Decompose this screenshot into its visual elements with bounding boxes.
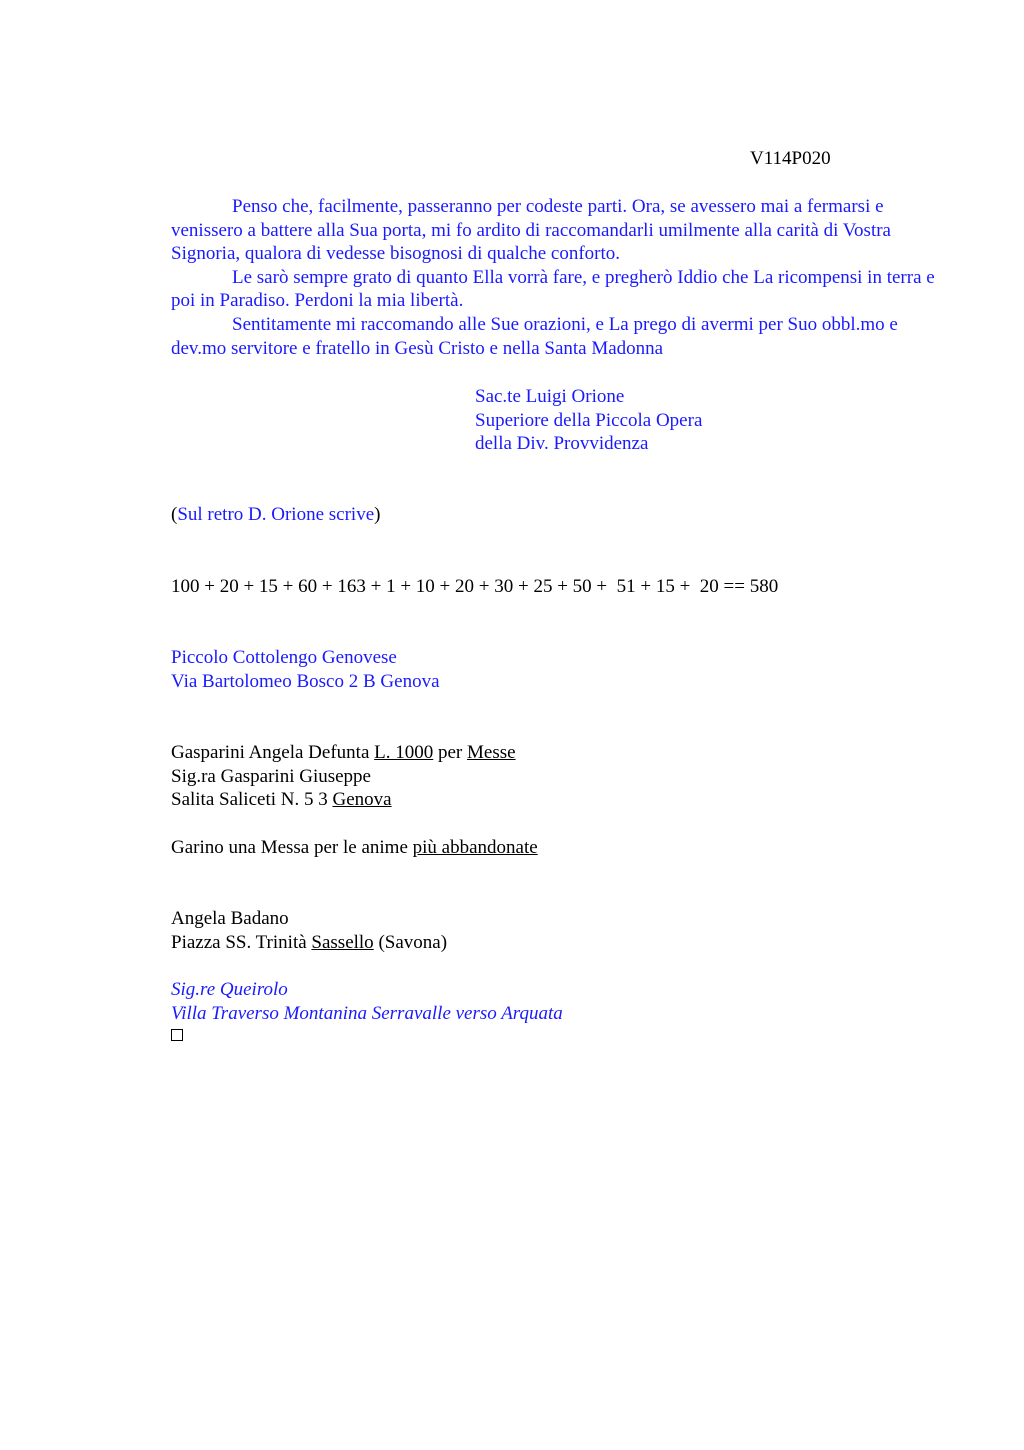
gasparini-amount: L. 1000: [374, 742, 434, 763]
badano-address: [171, 931, 941, 955]
gasparini-line-2: Sig.ra Gasparini Giuseppe: [171, 765, 371, 787]
letter-body: [171, 195, 941, 360]
checkbox-symbol: [171, 1029, 941, 1042]
badano-name: Angela Badano: [171, 908, 289, 929]
garino-text: Garino una Messa per le anime: [171, 837, 413, 858]
badano-entry: [171, 907, 941, 954]
badano-province: (Savona): [373, 931, 448, 953]
badano-town: Sassello: [311, 931, 374, 953]
signature-line: della Div. Provvidenza: [475, 433, 649, 455]
back-note: [171, 503, 941, 527]
back-note-text: Sul retro D. Orione scrive: [177, 504, 375, 525]
address-cottolengo: [171, 646, 941, 693]
gasparini-name: Gasparini Angela Defunta: [171, 742, 375, 763]
back-note-close-paren: ): [374, 504, 381, 525]
garino-underlined: più abbandonate: [412, 837, 538, 858]
garino-entry: [171, 836, 941, 860]
letter-paragraph-1: Penso che, facilmente, passeranno per codeste parti. Ora, se avessero mai a fermarsi e venissero a battere alla Sua porta, mi fo ardito di raccomandarli umilmente alla carità di Vostra Signoria, qualora di vedesse bisognosi di qualche conforto.: [171, 196, 891, 265]
address-line: Piccolo Cottolengo Genovese: [171, 647, 397, 668]
empty-square-icon: [171, 1029, 183, 1041]
signature-line: Superiore della Piccola Opera: [475, 409, 703, 431]
gasparini-entry: [171, 741, 941, 812]
gasparini-per: per: [433, 742, 468, 763]
back-note-open-paren: (: [171, 504, 178, 525]
document-reference-code: V114P020: [750, 148, 831, 169]
queirolo-name: Sig.re Queirolo: [171, 979, 288, 1000]
signature-line: Sac.te Luigi Orione: [475, 386, 625, 407]
gasparini-street: Salita Saliceti N. 5 3: [171, 789, 333, 811]
letter-paragraph-2: Le sarò sempre grato di quanto Ella vorrà fare, e pregherò Iddio che La ricompensi in terra e poi in Paradiso. Perdoni la mia libertà.: [171, 266, 935, 312]
queirolo-entry: [171, 978, 941, 1025]
gasparini-city: Genova: [332, 789, 392, 811]
gasparini-line-1: [171, 741, 941, 765]
sum-line: 100 + 20 + 15 + 60 + 163 + 1 + 10 + 20 + 30 + 25 + 50 + 51 + 15 + 20 == 580: [171, 576, 779, 597]
address-line: Via Bartolomeo Bosco 2 B Genova: [171, 670, 440, 692]
gasparini-line-3: [171, 788, 941, 812]
letter-paragraph-3: Sentitamente mi raccomando alle Sue orazioni, e La prego di avermi per Suo obbl.mo e dev.mo servitore e fratello in Gesù Cristo e nella Santa Madonna: [171, 313, 898, 359]
gasparini-purpose: Messe: [467, 742, 516, 763]
badano-street: Piazza SS. Trinità: [171, 931, 312, 953]
queirolo-address: Villa Traverso Montanina Serravalle verso Arquata: [171, 1002, 563, 1024]
signature-block: [475, 385, 702, 456]
